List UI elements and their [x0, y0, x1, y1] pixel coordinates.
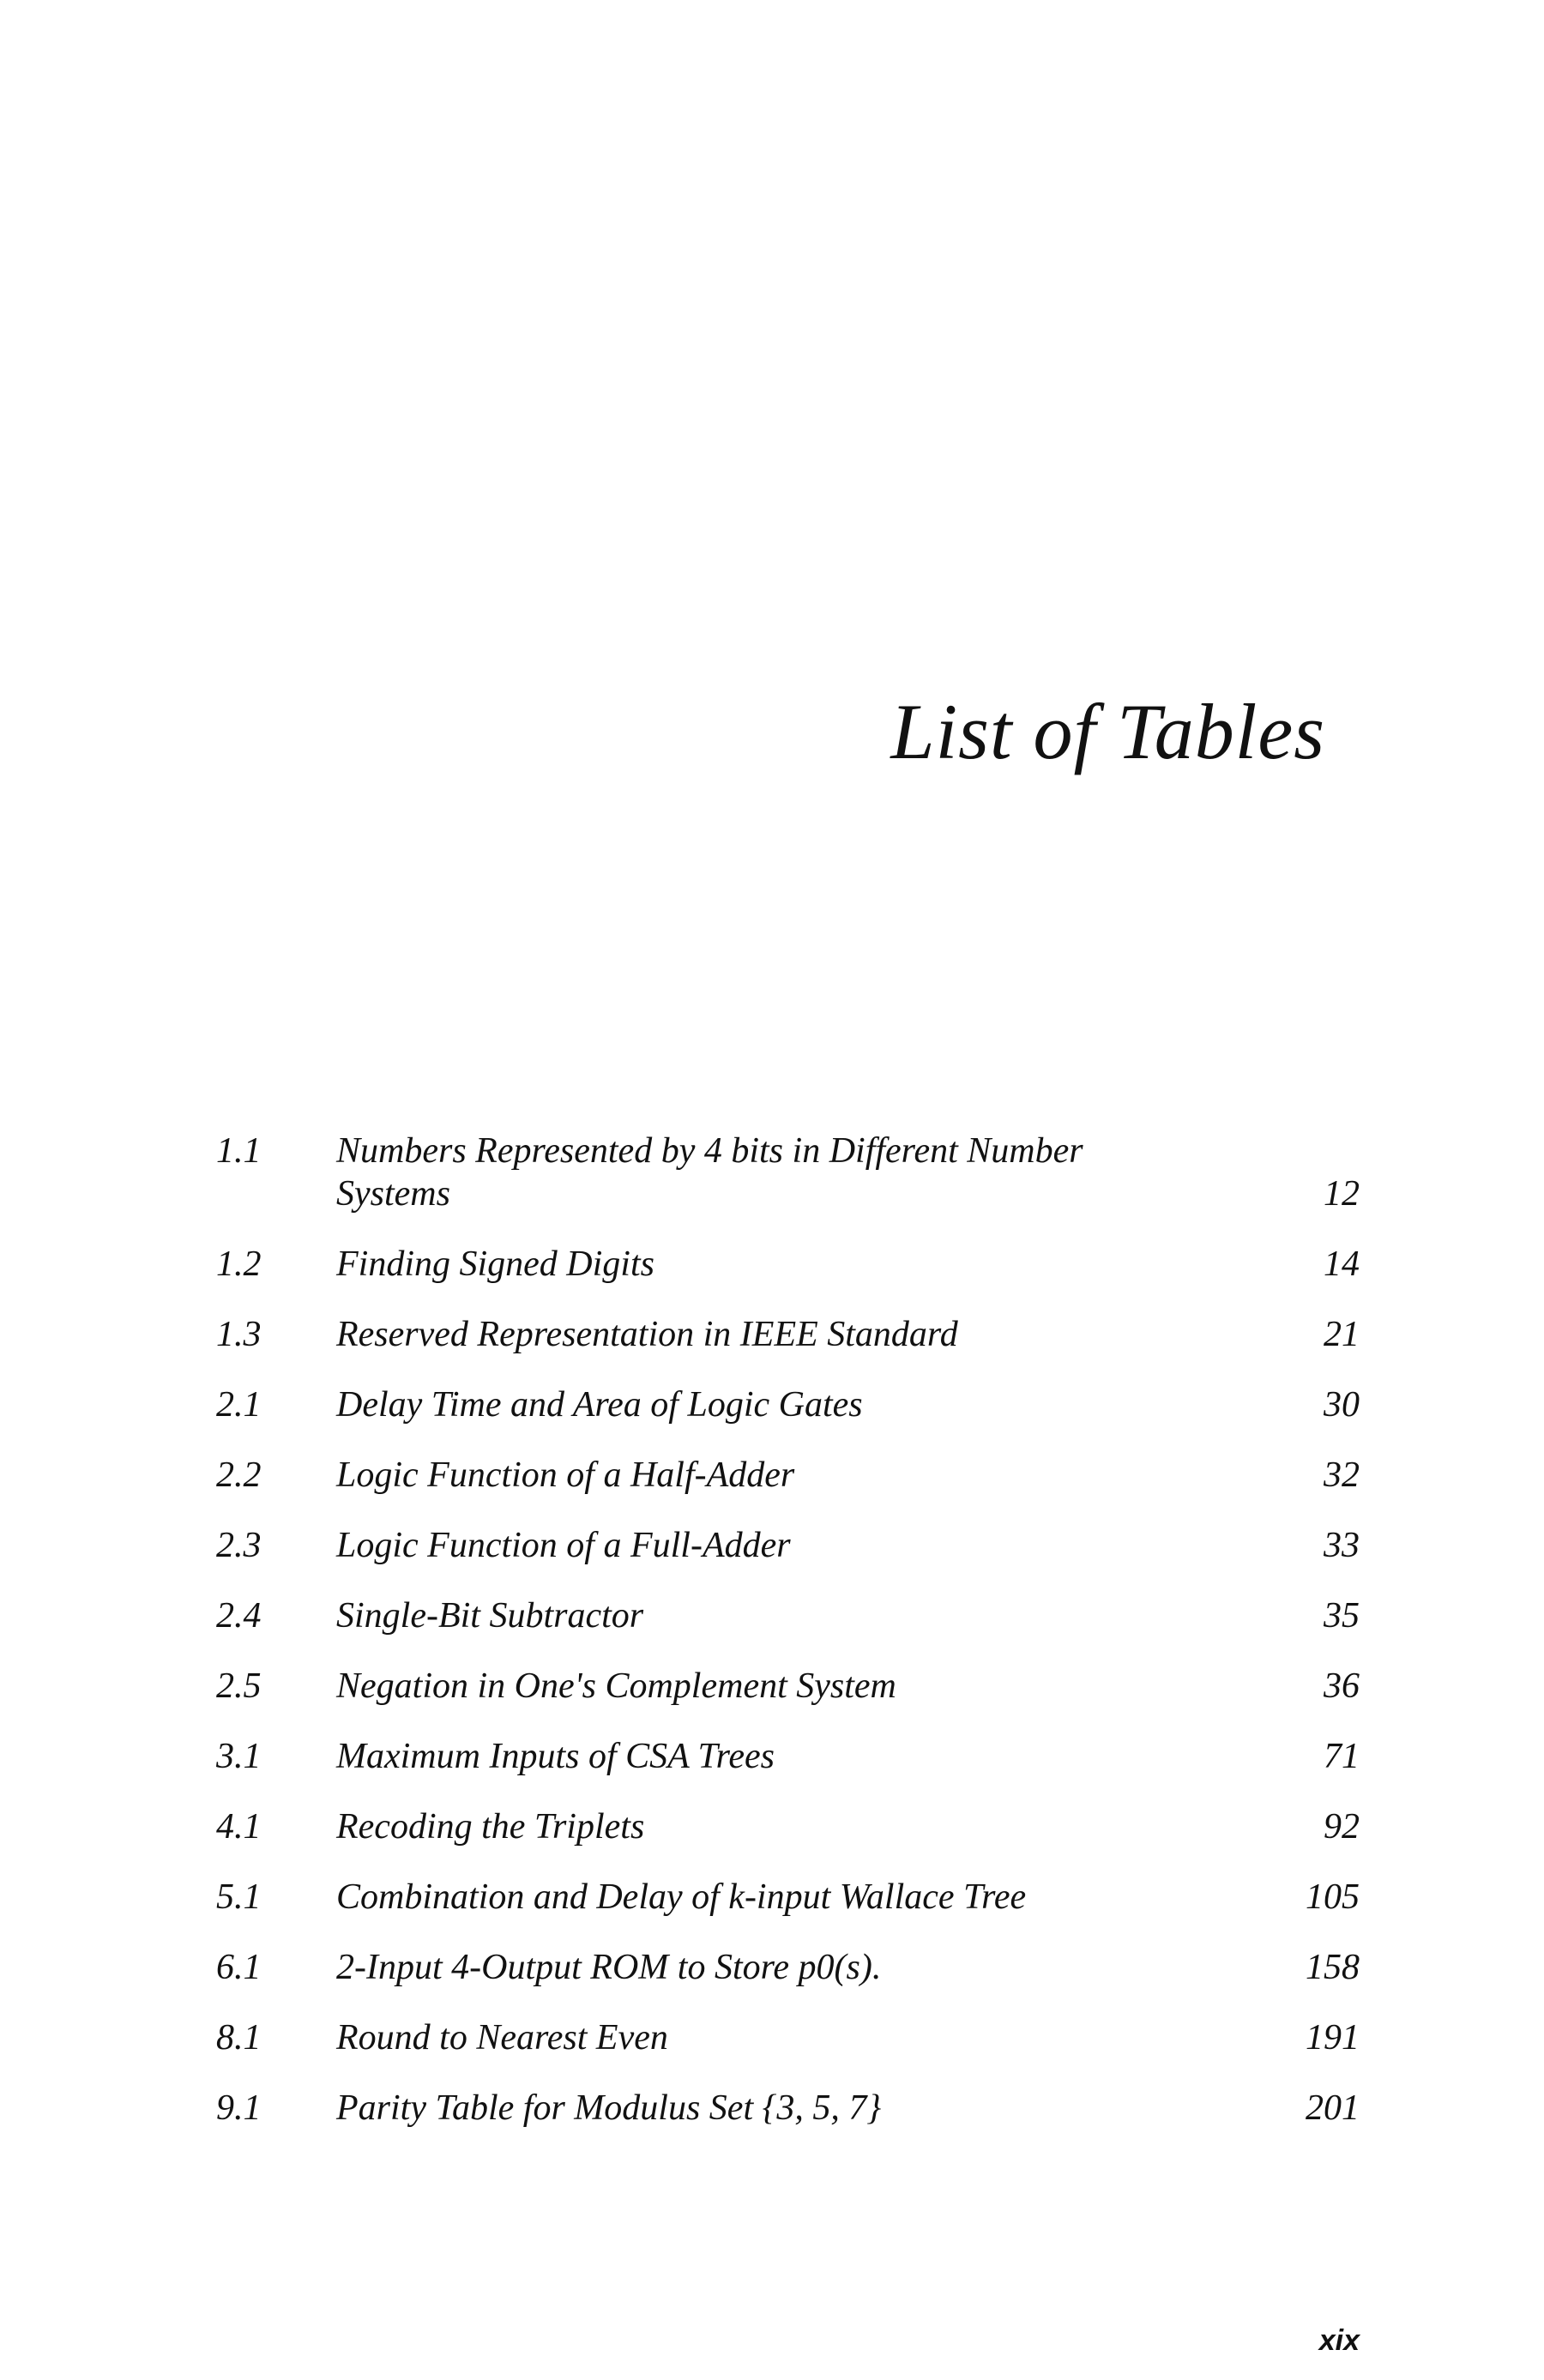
table-number: 6.1 [216, 1948, 262, 1987]
table-number: 3.1 [216, 1737, 262, 1776]
table-number: 4.1 [216, 1807, 262, 1847]
page-number: 201 [1306, 2088, 1360, 2128]
table-title: Delay Time and Area of Logic Gates [336, 1385, 863, 1425]
page-number: 14 [1324, 1244, 1360, 1284]
page-number: 105 [1306, 1877, 1360, 1917]
table-title: Single-Bit Subtractor [336, 1596, 644, 1636]
page-number: 32 [1324, 1455, 1360, 1495]
page-number: 33 [1324, 1526, 1360, 1565]
page-title: List of Tables [890, 688, 1325, 775]
page-number: 71 [1324, 1737, 1360, 1776]
table-title: Reserved Representation in IEEE Standard [336, 1315, 958, 1354]
page-number: 92 [1324, 1807, 1360, 1847]
table-number: 2.3 [216, 1526, 262, 1565]
table-title: Negation in One's Complement System [336, 1666, 896, 1706]
table-title: Combination and Delay of k-input Wallace Tree [336, 1877, 1027, 1917]
table-title: Recoding the Triplets [336, 1807, 645, 1847]
table-number: 9.1 [216, 2088, 262, 2128]
table-number: 1.2 [216, 1244, 262, 1284]
page-number: 12 [1324, 1174, 1360, 1214]
table-number: 2.1 [216, 1385, 262, 1425]
table-number: 2.5 [216, 1666, 262, 1706]
page-folio: xix [1318, 2324, 1360, 2357]
page-number: 191 [1306, 2018, 1360, 2058]
page-number: 35 [1324, 1596, 1360, 1636]
table-title: 2-Input 4-Output ROM to Store p0(s). [336, 1948, 882, 1987]
table-number: 1.1 [216, 1131, 262, 1171]
page-number: 30 [1324, 1385, 1360, 1425]
table-title-continuation: Systems [336, 1174, 450, 1214]
page-number: 36 [1324, 1666, 1360, 1706]
table-title: Maximum Inputs of CSA Trees [336, 1737, 775, 1776]
page-number: 21 [1324, 1315, 1360, 1354]
table-number: 5.1 [216, 1877, 262, 1917]
table-title: Finding Signed Digits [336, 1244, 654, 1284]
table-number: 1.3 [216, 1315, 262, 1354]
table-number: 2.2 [216, 1455, 262, 1495]
table-number: 2.4 [216, 1596, 262, 1636]
table-number: 8.1 [216, 2018, 262, 2058]
table-title: Numbers Represented by 4 bits in Different Number [336, 1131, 1083, 1171]
table-title: Parity Table for Modulus Set {3, 5, 7} [336, 2088, 882, 2128]
page-number: 158 [1306, 1948, 1360, 1987]
table-title: Logic Function of a Full-Adder [336, 1526, 791, 1565]
table-title: Round to Nearest Even [336, 2018, 668, 2058]
table-title: Logic Function of a Half-Adder [336, 1455, 795, 1495]
